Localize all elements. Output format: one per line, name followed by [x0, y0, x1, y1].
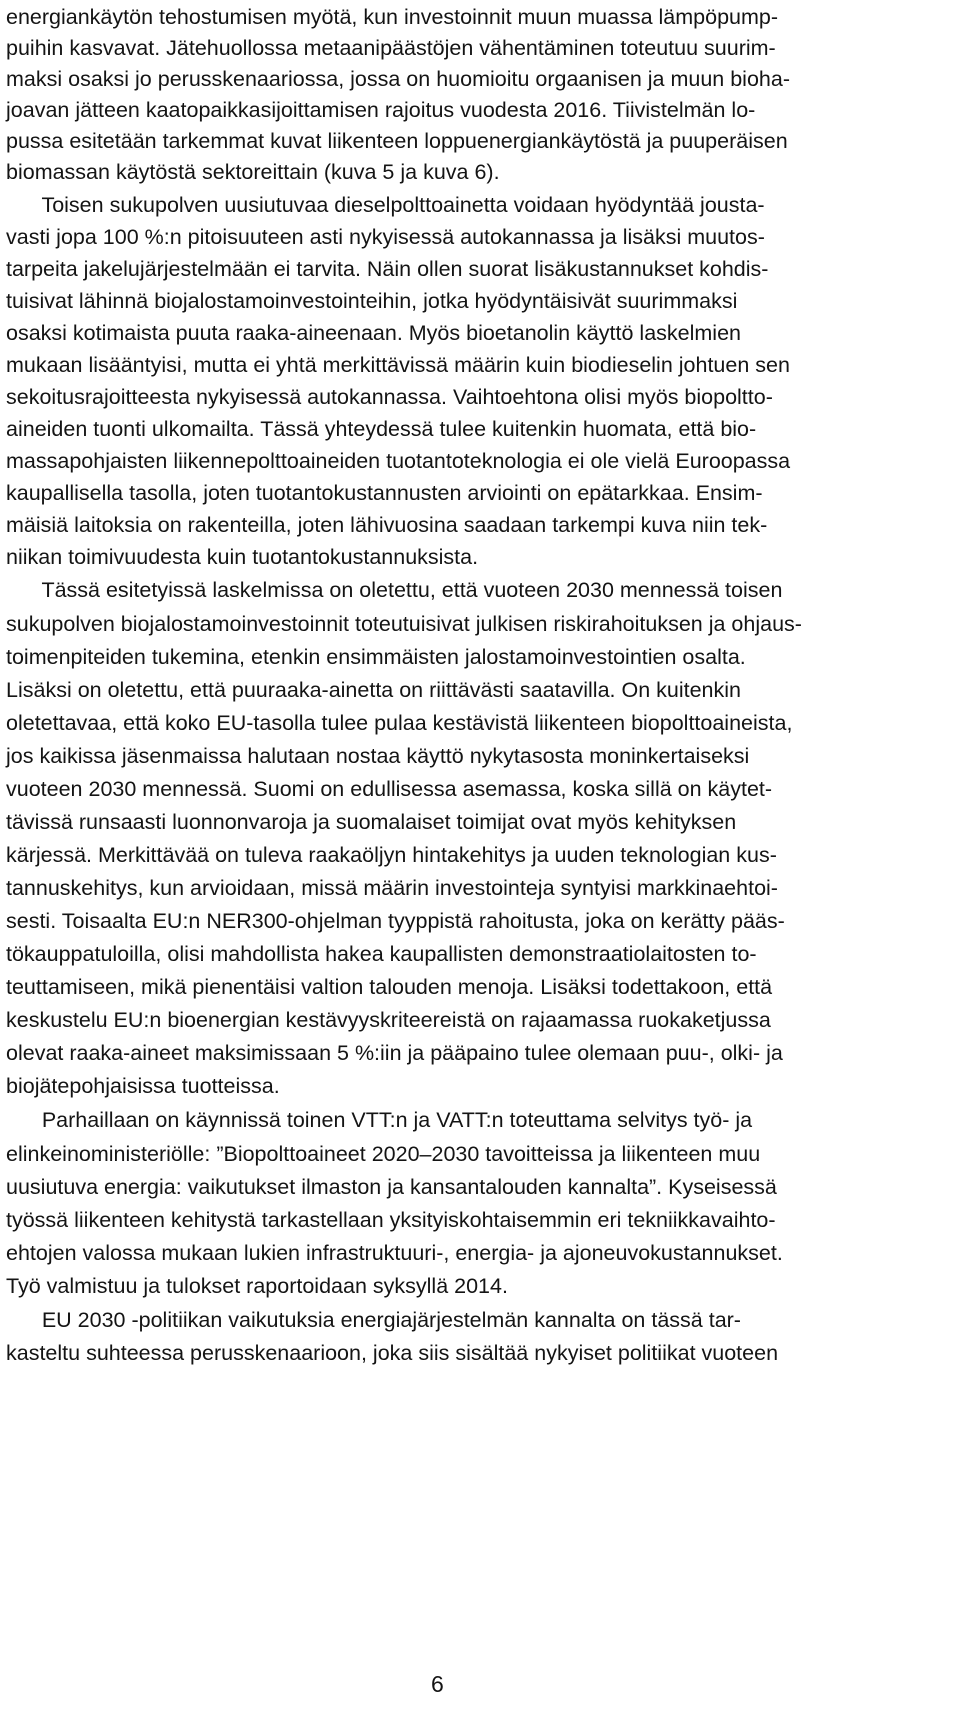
text-line: Tässä esitetyissä laskelmissa on oletettu, että vuoteen 2030 mennessä toisen: [6, 578, 783, 602]
text-line: kaupallisella tasolla, joten tuotantokustannusten arviointi on epätarkkaa. Ensim-: [6, 481, 763, 505]
text-line: Lisäksi on oletettu, että puuraaka-ainetta on riittävästi saatavilla. On kuitenkin: [6, 678, 741, 702]
text-line: sukupolven biojalostamoinvestoinnit toteutuisivat julkisen riskirahoituksen ja ohjaus-: [6, 612, 802, 636]
text-line: elinkeinoministeriölle: ”Biopolttoaineet 2020–2030 tavoitteissa ja liikenteen muu: [6, 1142, 761, 1166]
text-line: Parhaillaan on käynnissä toinen VTT:n ja VATT:n toteuttama selvitys työ- ja: [6, 1108, 753, 1132]
text-line: tuisivat lähinnä biojalostamoinvestointeihin, jotka hyödyntäisivät suurimmaksi: [6, 289, 738, 313]
text-line: oletettavaa, että koko EU-tasolla tulee pulaa kestävistä liikenteen biopolttoaineista,: [6, 711, 793, 735]
text-line: massapohjaisten liikennepolttoaineiden tuotantoteknologia ei ole vielä Euroopassa: [6, 449, 791, 473]
text-line: tannuskehitys, kun arvioidaan, missä määrin investointeja syntyisi markkinaehtoi-: [6, 876, 778, 900]
text-line: EU 2030 -politiikan vaikutuksia energiajärjestelmän kannalta on tässä tar-: [6, 1308, 741, 1332]
text-line: biomassan käytöstä sektoreittain (kuva 5 ja kuva 6).: [6, 160, 500, 184]
text-line: vasti jopa 100 %:n pitoisuuteen asti nykyisessä autokannassa ja lisäksi muutos-: [6, 225, 765, 249]
text-line: biojätepohjaisissa tuotteissa.: [6, 1074, 280, 1098]
text-line: mäisiä laitoksia on rakenteilla, joten lähivuosina saadaan tarkempi kuva niin tek-: [6, 513, 768, 537]
page-number: 6: [431, 1671, 444, 1697]
text-line: Työ valmistuu ja tulokset raportoidaan syksyllä 2014.: [6, 1274, 508, 1298]
text-line: maksi osaksi jo perusskenaariossa, jossa on huomioitu orgaanisen ja muun bioha-: [6, 67, 790, 91]
text-line: energiankäytön tehostumisen myötä, kun investoinnit muun muassa lämpöpump-: [6, 5, 779, 29]
text-line: kasteltu suhteessa perusskenaarioon, joka siis sisältää nykyiset politiikat vuoteen: [6, 1341, 779, 1365]
text-line: sekoitusrajoitteesta nykyisessä autokannassa. Vaihtoehtona olisi myös biopoltto-: [6, 385, 773, 409]
text-line: tökauppatuloilla, olisi mahdollista hakea kaupallisten demonstraatiolaitosten to-: [6, 942, 757, 966]
text-line: työssä liikenteen kehitystä tarkastellaan yksityiskohtaisemmin eri tekniikkavaihto-: [6, 1208, 776, 1232]
text-line: keskustelu EU:n bioenergian kestävyyskriteereistä on rajaamassa ruokaketjussa: [6, 1008, 771, 1032]
text-line: osaksi kotimaista puuta raaka-aineenaan. Myös bioetanolin käyttö laskelmien: [6, 321, 741, 345]
text-line: jos kaikissa jäsenmaissa halutaan nostaa käyttö nykytasosta moninkertaiseksi: [6, 744, 750, 768]
text-line: sesti. Toisaalta EU:n NER300-ohjelman tyyppistä rahoitusta, joka on kerätty pääs-: [6, 909, 785, 933]
text-line: joavan jätteen kaatopaikkasijoittamisen rajoitus vuodesta 2016. Tiivistelmän lo-: [6, 98, 756, 122]
text-line: tävissä runsaasti luonnonvaroja ja suomalaiset toimijat ovat myös kehityksen: [6, 810, 737, 834]
text-line: niikan toimivuudesta kuin tuotantokustannuksista.: [6, 545, 479, 569]
text-line: toimenpiteiden tukemina, etenkin ensimmäisten jalostamoinvestointien osalta.: [6, 645, 746, 669]
text-line: Toisen sukupolven uusiutuvaa dieselpolttoainetta voidaan hyödyntää jousta-: [6, 193, 765, 217]
text-line: ehtojen valossa mukaan lukien infrastruktuuri-, energia- ja ajoneuvokustannukset.: [6, 1241, 783, 1265]
text-line: tarpeita jakelujärjestelmään ei tarvita. Näin ollen suorat lisäkustannukset kohdis-: [6, 257, 769, 281]
text-line: uusiutuva energia: vaikutukset ilmaston ja kansantalouden kannalta”. Kyseisessä: [6, 1175, 777, 1199]
text-line: kärjessä. Merkittävää on tuleva raakaöljyn hintakehitys ja uuden teknologian kus-: [6, 843, 777, 867]
text-line: mukaan lisääntyisi, mutta ei yhtä merkittävissä määrin kuin biodieselin johtuen sen: [6, 353, 790, 377]
text-line: puihin kasvavat. Jätehuollossa metaanipäästöjen vähentäminen toteutuu suurim-: [6, 36, 776, 60]
text-line: pussa esitetään tarkemmat kuvat liikenteen loppuenergiankäytöstä ja puuperäisen: [6, 129, 788, 153]
text-line: olevat raaka-aineet maksimissaan 5 %:iin ja pääpaino tulee olemaan puu-, olki- ja: [6, 1041, 783, 1065]
text-line: vuoteen 2030 mennessä. Suomi on edullisessa asemassa, koska sillä on käytet-: [6, 777, 773, 801]
text-line: teuttamiseen, mikä pienentäisi valtion talouden menoja. Lisäksi todettakoon, että: [6, 975, 773, 999]
text-line: aineiden tuonti ulkomailta. Tässä yhteydessä tulee kuitenkin huomata, että bio-: [6, 417, 757, 441]
